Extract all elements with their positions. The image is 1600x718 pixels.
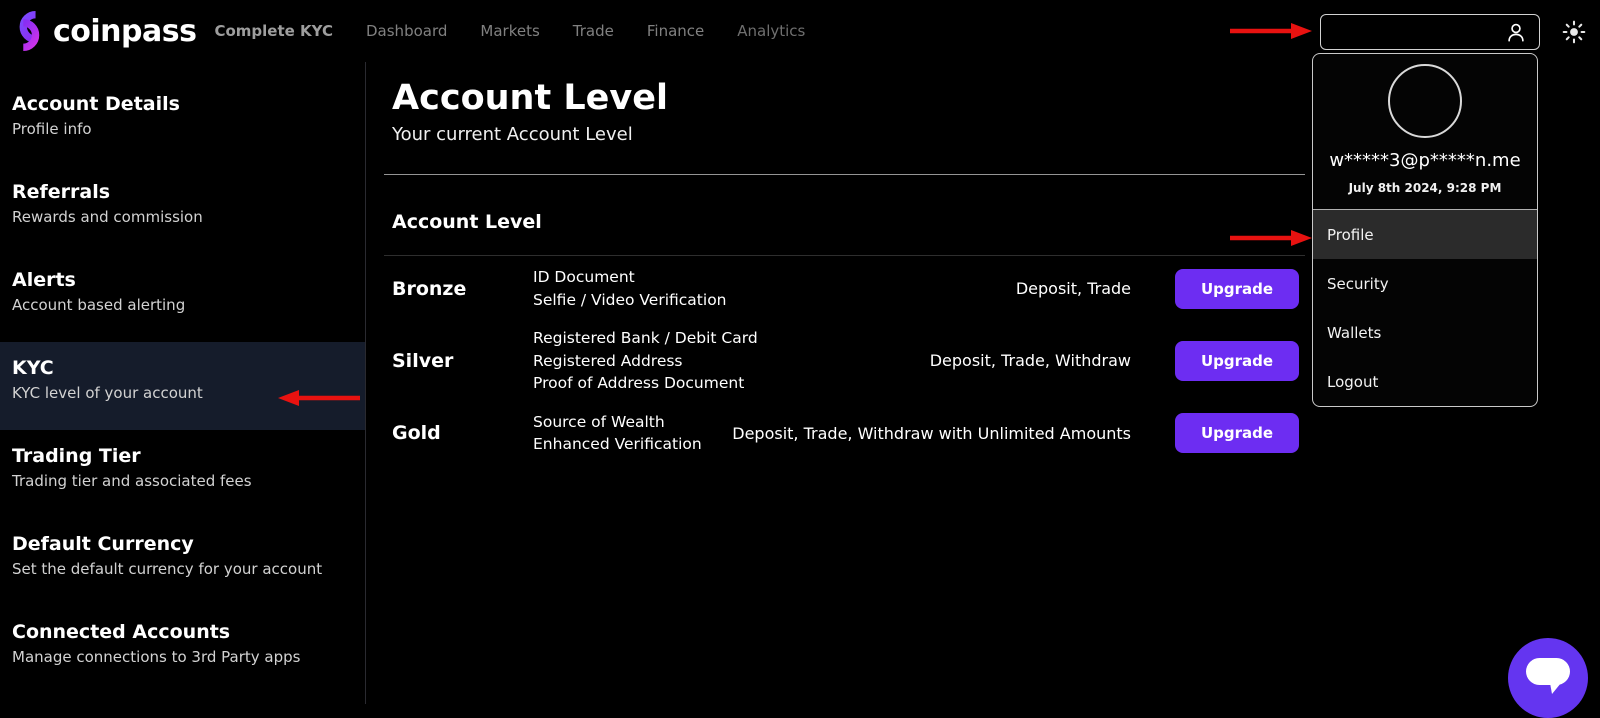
- sidebar-divider: [365, 62, 366, 704]
- sidebar-item-subtitle: Account based alerting: [12, 296, 186, 314]
- menu-item-logout[interactable]: Logout: [1327, 372, 1379, 391]
- chat-button[interactable]: [1508, 638, 1588, 718]
- sidebar-item-title: Connected Accounts: [12, 621, 231, 643]
- header-divider: [384, 174, 1305, 175]
- sidebar-item-title: KYC: [12, 357, 54, 379]
- nav-item-trade[interactable]: Trade: [572, 22, 614, 40]
- sidebar-item-title: Trading Tier: [12, 445, 141, 467]
- tier-requirement-line: Enhanced Verification: [533, 435, 702, 453]
- sidebar-item-kyc[interactable]: [0, 342, 365, 430]
- tier-requirements: [533, 411, 732, 456]
- tier-name: Bronze: [392, 277, 467, 300]
- tier-requirements: [533, 266, 1016, 311]
- tier-row-bronze: [384, 258, 1305, 319]
- menu-item-wallets[interactable]: Wallets: [1327, 323, 1382, 342]
- section-title: Account Level: [392, 211, 542, 233]
- sidebar-item-title: Default Currency: [12, 533, 194, 555]
- nav-item-analytics[interactable]: Analytics: [737, 22, 806, 40]
- main-nav: [214, 22, 805, 40]
- upgrade-button-silver[interactable]: Upgrade: [1175, 341, 1299, 381]
- page-subtitle: Your current Account Level: [392, 124, 633, 145]
- avatar: [1388, 64, 1462, 138]
- sidebar-item-subtitle: Set the default currency for your account: [12, 560, 323, 578]
- tier-name: Silver: [392, 349, 454, 372]
- tier-requirements: [533, 327, 930, 395]
- person-icon: [1505, 21, 1527, 43]
- tier-row-gold: [384, 403, 1305, 464]
- sidebar-item-title: Alerts: [12, 269, 76, 291]
- tier-permissions: Deposit, Trade, Withdraw: [929, 351, 1131, 371]
- user-signin-time: July 8th 2024, 9:28 PM: [1348, 181, 1502, 195]
- upgrade-button-bronze[interactable]: Upgrade: [1175, 269, 1299, 309]
- sidebar-item-subtitle: Trading tier and associated fees: [12, 472, 252, 490]
- menu-item-security[interactable]: Security: [1327, 274, 1389, 293]
- tier-requirement-line: Selfie / Video Verification: [533, 290, 727, 309]
- sun-icon: [1561, 19, 1587, 45]
- tier-requirement-line: ID Document: [533, 268, 635, 286]
- nav-item-dashboard[interactable]: Dashboard: [366, 22, 448, 40]
- user-menu-header: [1313, 64, 1537, 210]
- nav-item-finance[interactable]: Finance: [646, 22, 705, 40]
- brand-name: coinpass: [53, 13, 197, 49]
- tier-requirement-line: Proof of Address Document: [533, 374, 745, 392]
- sidebar-item-referrals[interactable]: [0, 166, 365, 254]
- menu-item-profile[interactable]: Profile: [1313, 210, 1537, 259]
- tier-requirement-line: Registered Bank / Debit Card: [533, 329, 758, 347]
- sidebar-item-connected-accounts[interactable]: [0, 606, 365, 694]
- user-email: w*****3@p*****n.me: [1329, 150, 1521, 171]
- chat-bubble-icon: [1525, 657, 1571, 695]
- sidebar-item-default-currency[interactable]: [0, 518, 365, 606]
- main-content: [384, 62, 1305, 464]
- tier-permissions: Deposit, Trade, Withdraw with Unlimited Amounts: [732, 423, 1131, 443]
- account-menu-button[interactable]: [1320, 14, 1540, 50]
- sidebar-item-subtitle: Profile info: [12, 120, 92, 138]
- sidebar-item-title: Referrals: [12, 181, 111, 203]
- user-menu: [1312, 53, 1538, 407]
- sidebar-item-alerts[interactable]: [0, 254, 365, 342]
- sidebar-item-subtitle: Manage connections to 3rd Party apps: [12, 648, 301, 666]
- upgrade-button-gold[interactable]: Upgrade: [1175, 413, 1299, 453]
- tier-permissions: Deposit, Trade: [1015, 279, 1131, 298]
- nav-item-complete-kyc[interactable]: Complete KYC: [214, 22, 333, 40]
- table-top-divider: [384, 255, 1305, 256]
- sidebar-item-subtitle: Rewards and commission: [12, 208, 203, 226]
- nav-item-markets[interactable]: Markets: [480, 22, 540, 40]
- theme-toggle-button[interactable]: [1560, 18, 1588, 46]
- tier-name: Gold: [392, 422, 441, 444]
- sidebar-item-subtitle: KYC level of your account: [12, 384, 203, 402]
- tier-requirement-line: Source of Wealth: [533, 412, 665, 431]
- sidebar-item-title: Account Details: [12, 93, 180, 115]
- page-title: Account Level: [392, 78, 668, 118]
- coinpass-logo-icon: [11, 5, 47, 57]
- tier-requirement-line: Registered Address: [533, 351, 683, 370]
- sidebar-item-account-details[interactable]: [0, 78, 365, 166]
- brand-logo[interactable]: [11, 5, 196, 57]
- settings-sidebar: [0, 62, 365, 704]
- tier-row-silver: [384, 319, 1305, 403]
- sidebar-item-trading-tier[interactable]: [0, 430, 365, 518]
